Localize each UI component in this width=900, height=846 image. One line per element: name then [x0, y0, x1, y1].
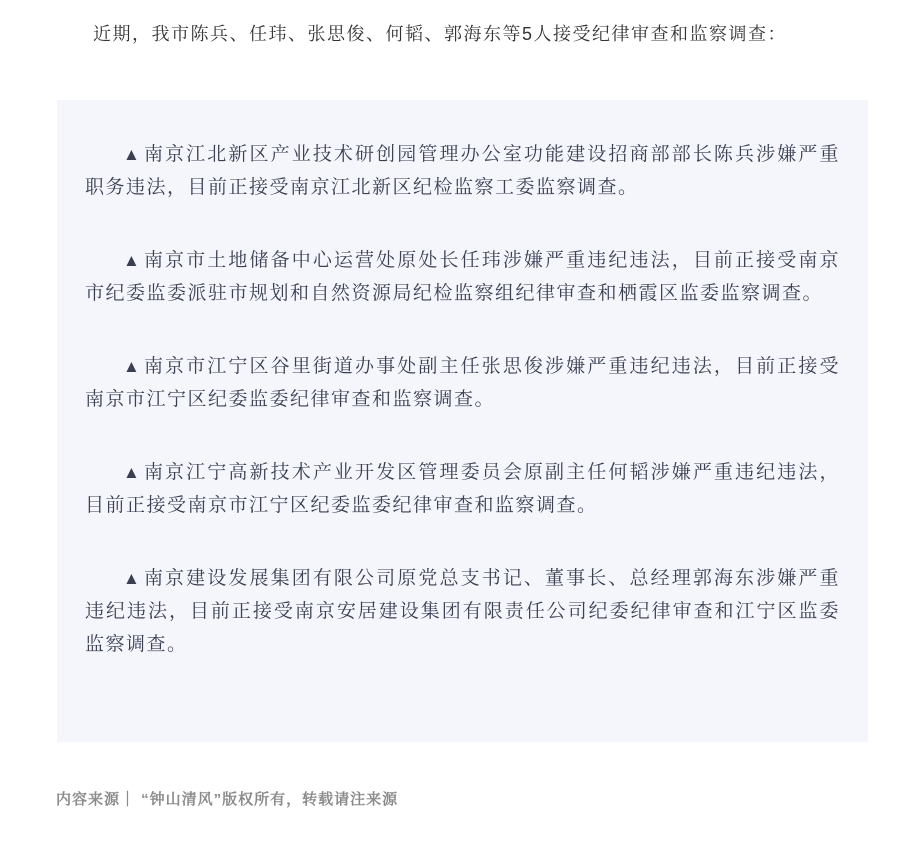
- case-text-1: 南京江北新区产业技术研创园管理办公室功能建设招商部部长陈兵涉嫌严重职务违法，目前正接受南京江北新区纪检监察工委监察调查。: [85, 144, 840, 198]
- case-text-3: 南京市江宁区谷里街道办事处副主任张思俊涉嫌严重违纪违法，目前正接受南京市江宁区纪委监委纪律审查和监察调查。: [85, 356, 840, 410]
- triangle-marker-icon: ▲: [123, 251, 142, 270]
- case-text-2: 南京市土地储备中心运营处原处长任玮涉嫌严重违纪违法，目前正接受南京市纪委监委派驻市规划和自然资源局纪检监察组纪律审查和栖霞区监委监察调查。: [85, 250, 840, 304]
- case-paragraph-3: [85, 350, 840, 416]
- case-paragraph-5: [85, 562, 840, 661]
- cases-card: [57, 100, 868, 742]
- triangle-marker-icon: ▲: [123, 569, 142, 588]
- case-text-5: 南京建设发展集团有限公司原党总支书记、董事长、总经理郭海东涉嫌严重违纪违法，目前正接受南京安居建设集团有限责任公司纪委纪律审查和江宁区监委监察调查。: [85, 568, 840, 655]
- source-footer: 内容来源｜ “钟山清风”版权所有，转载请注来源: [56, 791, 399, 808]
- intro-paragraph: 近期，我市陈兵、任玮、张思俊、何韬、郭海东等5人接受纪律审查和监察调查：: [93, 24, 788, 44]
- case-text-4: 南京江宁高新技术产业开发区管理委员会原副主任何韬涉嫌严重违纪违法，目前正接受南京市江宁区纪委监委纪律审查和监察调查。: [85, 462, 840, 516]
- triangle-marker-icon: ▲: [123, 463, 142, 482]
- case-paragraph-2: [85, 244, 840, 310]
- case-paragraph-4: [85, 456, 840, 522]
- triangle-marker-icon: ▲: [123, 145, 142, 164]
- triangle-marker-icon: ▲: [123, 357, 142, 376]
- case-paragraph-1: [85, 138, 840, 204]
